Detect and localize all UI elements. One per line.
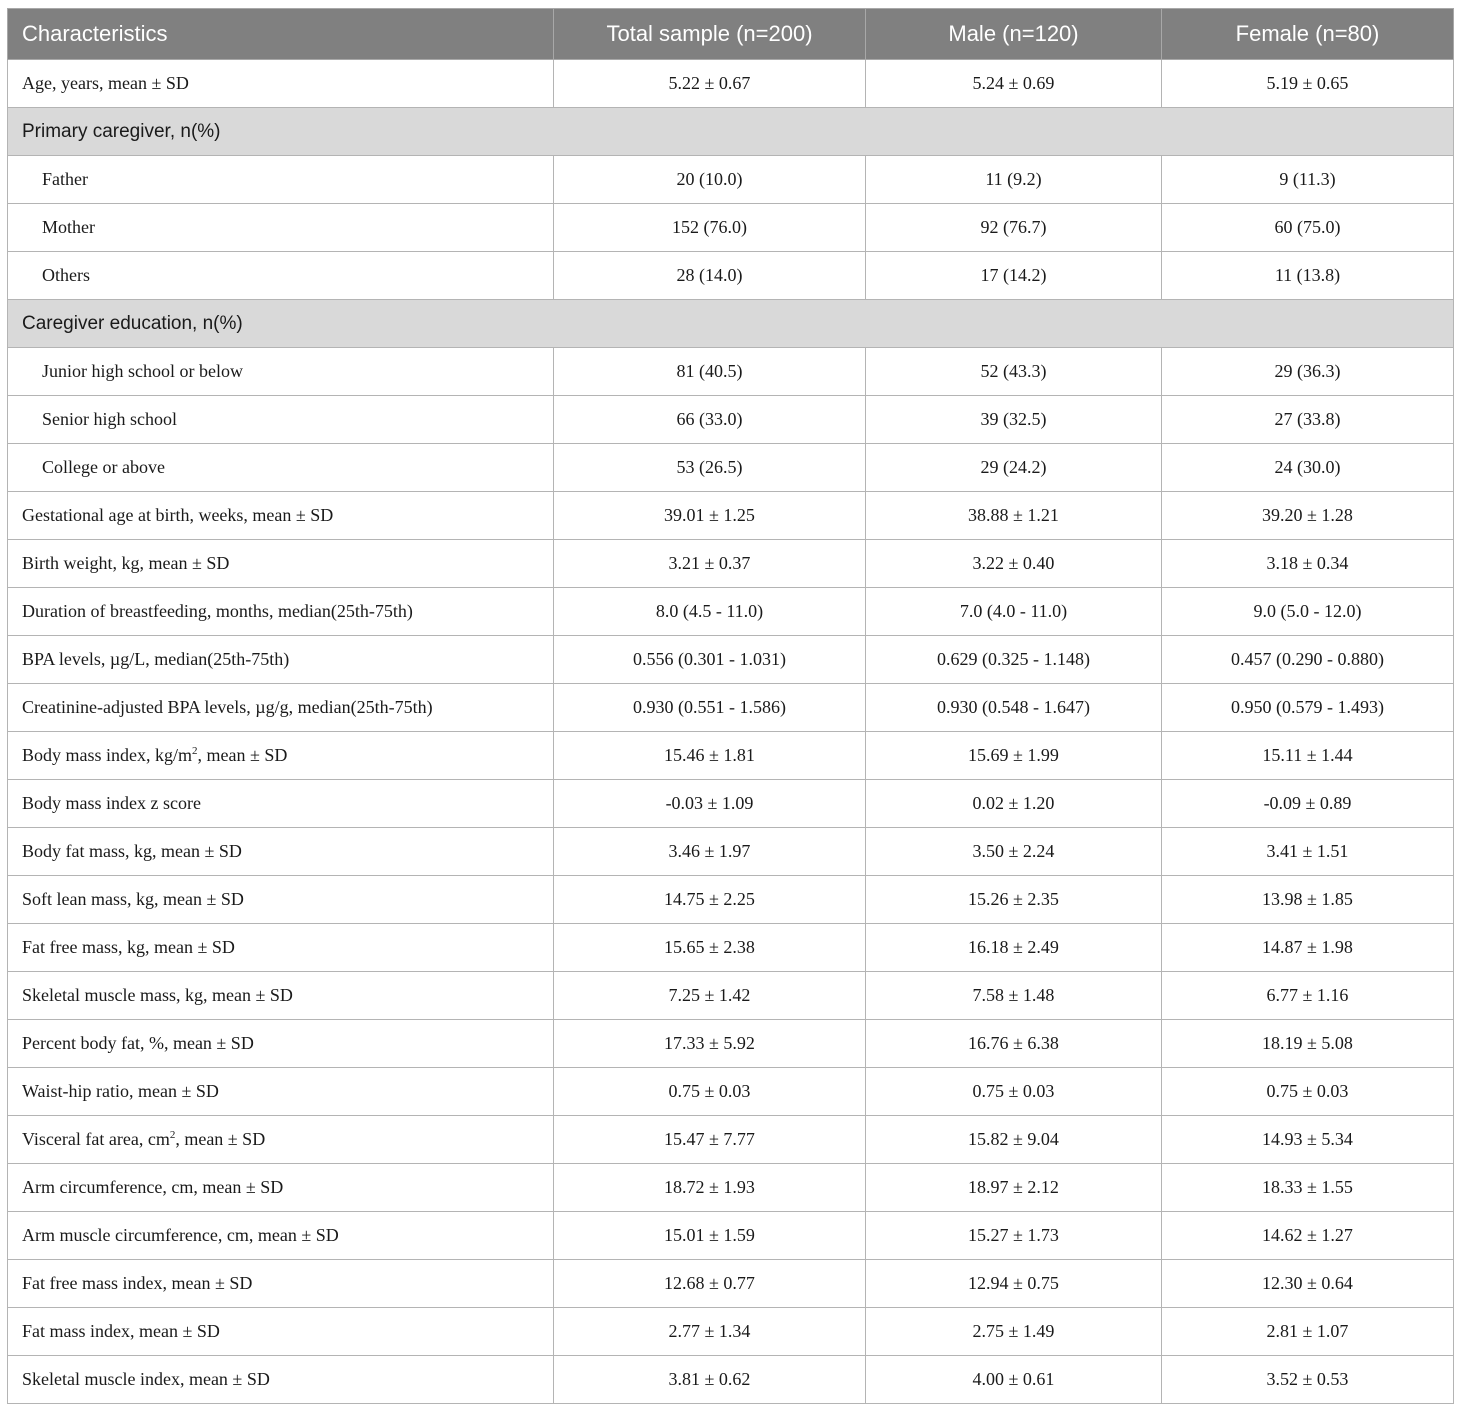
cell-male: 17 (14.2)	[866, 252, 1162, 300]
table-row	[8, 348, 1454, 396]
cell-total-sample: 0.930 (0.551 - 1.586)	[554, 684, 866, 732]
cell-female: 24 (30.0)	[1162, 444, 1454, 492]
row-label: Fat mass index, mean ± SD	[8, 1308, 554, 1356]
cell-female: 9 (11.3)	[1162, 156, 1454, 204]
table-row	[8, 1068, 1454, 1116]
cell-female: 14.87 ± 1.98	[1162, 924, 1454, 972]
row-label: Soft lean mass, kg, mean ± SD	[8, 876, 554, 924]
cell-female: 0.457 (0.290 - 0.880)	[1162, 636, 1454, 684]
cell-female: 6.77 ± 1.16	[1162, 972, 1454, 1020]
table-row	[8, 780, 1454, 828]
row-label: Percent body fat, %, mean ± SD	[8, 1020, 554, 1068]
table-row	[8, 396, 1454, 444]
row-label	[8, 732, 554, 780]
row-label-text: Body mass index, kg/m	[22, 745, 192, 765]
table-row	[8, 1212, 1454, 1260]
table-row	[8, 204, 1454, 252]
section-header-row	[8, 300, 1454, 348]
cell-total-sample: 17.33 ± 5.92	[554, 1020, 866, 1068]
cell-total-sample: 152 (76.0)	[554, 204, 866, 252]
row-label: BPA levels, µg/L, median(25th-75th)	[8, 636, 554, 684]
header-row	[8, 9, 1454, 60]
table-row	[8, 636, 1454, 684]
table-body	[8, 60, 1454, 1404]
row-label: Fat free mass index, mean ± SD	[8, 1260, 554, 1308]
cell-male: 2.75 ± 1.49	[866, 1308, 1162, 1356]
row-label-text: Visceral fat area, cm	[22, 1129, 170, 1149]
cell-male: 3.50 ± 2.24	[866, 828, 1162, 876]
cell-male: 15.26 ± 2.35	[866, 876, 1162, 924]
cell-male: 3.22 ± 0.40	[866, 540, 1162, 588]
cell-female: 11 (13.8)	[1162, 252, 1454, 300]
cell-male: 38.88 ± 1.21	[866, 492, 1162, 540]
row-label: Birth weight, kg, mean ± SD	[8, 540, 554, 588]
cell-total-sample: 66 (33.0)	[554, 396, 866, 444]
cell-female: 2.81 ± 1.07	[1162, 1308, 1454, 1356]
cell-total-sample: 15.01 ± 1.59	[554, 1212, 866, 1260]
table-row	[8, 1260, 1454, 1308]
row-label: Waist-hip ratio, mean ± SD	[8, 1068, 554, 1116]
cell-total-sample: 7.25 ± 1.42	[554, 972, 866, 1020]
cell-male: 7.0 (4.0 - 11.0)	[866, 588, 1162, 636]
table-row	[8, 1020, 1454, 1068]
cell-total-sample: 5.22 ± 0.67	[554, 60, 866, 108]
cell-male: 7.58 ± 1.48	[866, 972, 1162, 1020]
row-label: Fat free mass, kg, mean ± SD	[8, 924, 554, 972]
cell-female: 15.11 ± 1.44	[1162, 732, 1454, 780]
cell-female: 12.30 ± 0.64	[1162, 1260, 1454, 1308]
row-label: Senior high school	[8, 396, 554, 444]
cell-male: 52 (43.3)	[866, 348, 1162, 396]
cell-total-sample: 15.65 ± 2.38	[554, 924, 866, 972]
cell-female: 9.0 (5.0 - 12.0)	[1162, 588, 1454, 636]
table-row	[8, 1116, 1454, 1164]
table-row	[8, 924, 1454, 972]
row-label: Junior high school or below	[8, 348, 554, 396]
cell-total-sample: 8.0 (4.5 - 11.0)	[554, 588, 866, 636]
table-row	[8, 252, 1454, 300]
row-label-suffix: , mean ± SD	[197, 745, 288, 765]
table-row	[8, 732, 1454, 780]
row-label: Skeletal muscle index, mean ± SD	[8, 1356, 554, 1404]
table-row	[8, 540, 1454, 588]
superscript: 2	[192, 745, 198, 757]
table-row	[8, 492, 1454, 540]
row-label: Mother	[8, 204, 554, 252]
table-row	[8, 1308, 1454, 1356]
row-label-suffix: , mean ± SD	[175, 1129, 266, 1149]
cell-male: 15.27 ± 1.73	[866, 1212, 1162, 1260]
cell-total-sample: 28 (14.0)	[554, 252, 866, 300]
table-row	[8, 444, 1454, 492]
row-label: Duration of breastfeeding, months, median(25th-75th)	[8, 588, 554, 636]
cell-total-sample: 14.75 ± 2.25	[554, 876, 866, 924]
header-male: Male (n=120)	[866, 9, 1162, 60]
cell-total-sample: 0.556 (0.301 - 1.031)	[554, 636, 866, 684]
row-label: Creatinine-adjusted BPA levels, µg/g, median(25th-75th)	[8, 684, 554, 732]
cell-total-sample: 53 (26.5)	[554, 444, 866, 492]
cell-female: 5.19 ± 0.65	[1162, 60, 1454, 108]
header-total-sample: Total sample (n=200)	[554, 9, 866, 60]
cell-male: 0.75 ± 0.03	[866, 1068, 1162, 1116]
characteristics-table	[7, 8, 1454, 1404]
section-label: Caregiver education, n(%)	[8, 300, 1454, 348]
row-label: College or above	[8, 444, 554, 492]
cell-male: 16.18 ± 2.49	[866, 924, 1162, 972]
table-row	[8, 1356, 1454, 1404]
cell-male: 15.82 ± 9.04	[866, 1116, 1162, 1164]
cell-male: 5.24 ± 0.69	[866, 60, 1162, 108]
table-row	[8, 156, 1454, 204]
cell-total-sample: -0.03 ± 1.09	[554, 780, 866, 828]
cell-total-sample: 0.75 ± 0.03	[554, 1068, 866, 1116]
table-header	[8, 9, 1454, 60]
cell-total-sample: 20 (10.0)	[554, 156, 866, 204]
header-female: Female (n=80)	[1162, 9, 1454, 60]
cell-male: 4.00 ± 0.61	[866, 1356, 1162, 1404]
cell-male: 18.97 ± 2.12	[866, 1164, 1162, 1212]
section-header-row	[8, 108, 1454, 156]
cell-female: 14.93 ± 5.34	[1162, 1116, 1454, 1164]
row-label: Body fat mass, kg, mean ± SD	[8, 828, 554, 876]
table-row	[8, 588, 1454, 636]
section-label: Primary caregiver, n(%)	[8, 108, 1454, 156]
cell-male: 0.629 (0.325 - 1.148)	[866, 636, 1162, 684]
cell-total-sample: 39.01 ± 1.25	[554, 492, 866, 540]
cell-total-sample: 15.46 ± 1.81	[554, 732, 866, 780]
cell-male: 0.02 ± 1.20	[866, 780, 1162, 828]
row-label: Body mass index z score	[8, 780, 554, 828]
row-label	[8, 1116, 554, 1164]
row-label: Father	[8, 156, 554, 204]
cell-total-sample: 2.77 ± 1.34	[554, 1308, 866, 1356]
table-row	[8, 60, 1454, 108]
cell-female: 0.75 ± 0.03	[1162, 1068, 1454, 1116]
table-row	[8, 1164, 1454, 1212]
cell-female: 3.52 ± 0.53	[1162, 1356, 1454, 1404]
row-label: Others	[8, 252, 554, 300]
cell-male: 29 (24.2)	[866, 444, 1162, 492]
cell-male: 92 (76.7)	[866, 204, 1162, 252]
table-row	[8, 684, 1454, 732]
row-label: Age, years, mean ± SD	[8, 60, 554, 108]
cell-female: 3.18 ± 0.34	[1162, 540, 1454, 588]
cell-female: 29 (36.3)	[1162, 348, 1454, 396]
row-label: Skeletal muscle mass, kg, mean ± SD	[8, 972, 554, 1020]
cell-male: 0.930 (0.548 - 1.647)	[866, 684, 1162, 732]
cell-total-sample: 12.68 ± 0.77	[554, 1260, 866, 1308]
cell-total-sample: 15.47 ± 7.77	[554, 1116, 866, 1164]
cell-female: 0.950 (0.579 - 1.493)	[1162, 684, 1454, 732]
cell-female: 27 (33.8)	[1162, 396, 1454, 444]
cell-female: 14.62 ± 1.27	[1162, 1212, 1454, 1260]
cell-male: 11 (9.2)	[866, 156, 1162, 204]
cell-total-sample: 18.72 ± 1.93	[554, 1164, 866, 1212]
table-row	[8, 876, 1454, 924]
cell-female: 60 (75.0)	[1162, 204, 1454, 252]
cell-female: 13.98 ± 1.85	[1162, 876, 1454, 924]
cell-female: 18.19 ± 5.08	[1162, 1020, 1454, 1068]
cell-female: 3.41 ± 1.51	[1162, 828, 1454, 876]
cell-total-sample: 3.46 ± 1.97	[554, 828, 866, 876]
cell-total-sample: 3.81 ± 0.62	[554, 1356, 866, 1404]
cell-male: 15.69 ± 1.99	[866, 732, 1162, 780]
cell-male: 12.94 ± 0.75	[866, 1260, 1162, 1308]
superscript: 2	[169, 1129, 176, 1141]
cell-male: 16.76 ± 6.38	[866, 1020, 1162, 1068]
row-label: Arm circumference, cm, mean ± SD	[8, 1164, 554, 1212]
cell-female: 18.33 ± 1.55	[1162, 1164, 1454, 1212]
table-row	[8, 828, 1454, 876]
row-label: Arm muscle circumference, cm, mean ± SD	[8, 1212, 554, 1260]
cell-total-sample: 3.21 ± 0.37	[554, 540, 866, 588]
header-characteristics: Characteristics	[8, 9, 554, 60]
table-row	[8, 972, 1454, 1020]
cell-total-sample: 81 (40.5)	[554, 348, 866, 396]
cell-female: -0.09 ± 0.89	[1162, 780, 1454, 828]
cell-female: 39.20 ± 1.28	[1162, 492, 1454, 540]
row-label: Gestational age at birth, weeks, mean ± SD	[8, 492, 554, 540]
cell-male: 39 (32.5)	[866, 396, 1162, 444]
